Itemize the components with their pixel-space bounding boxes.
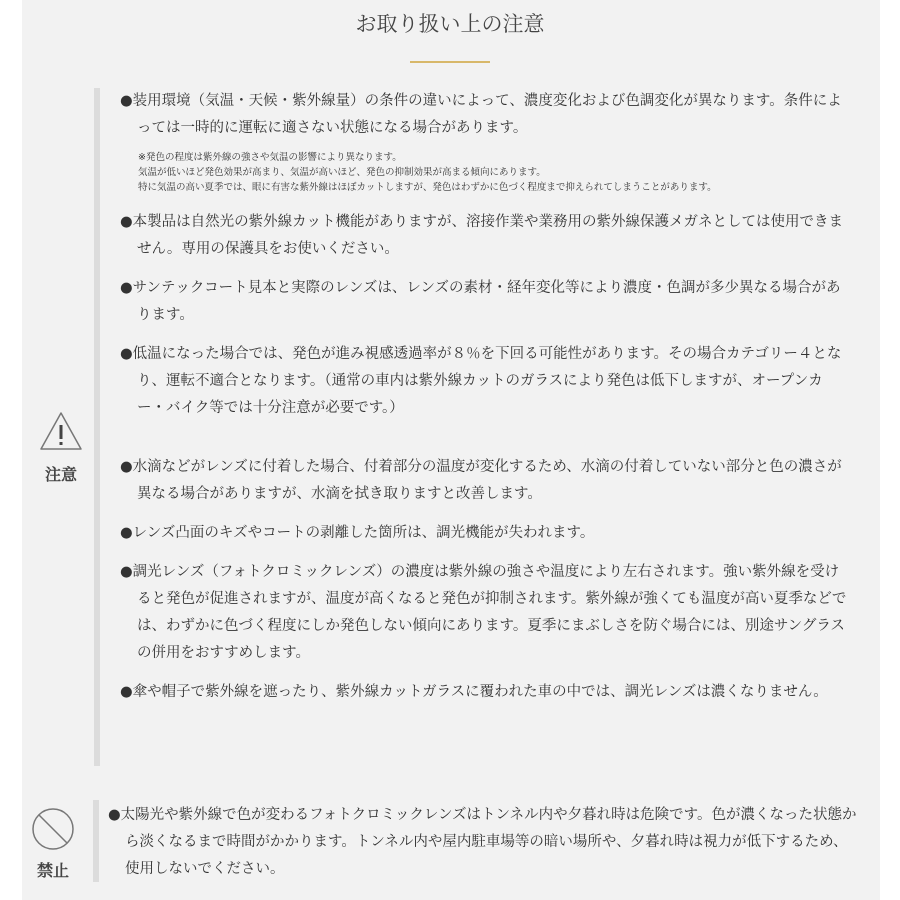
note-line: 気温が低いほど発色効果が高まり、気温が高いほど、発色の抑制効果が高まる傾向にあります。 bbox=[138, 167, 546, 178]
item-text: ●太陽光や紫外線で色が変わるフォトクロミックレンズはトンネル内や夕暮れ時は危険です。色が濃くなった状態から淡くなるまで時間がかかります。トンネル内や屋内駐車場等の暗い場所や、夕暮れ時は視力が低下するため、使用しないでください。 bbox=[108, 807, 857, 877]
item-text: ●調光レンズ（フォトクロミックレンズ）の濃度は紫外線の強さや温度により左右されます。強い紫外線を受けると発色が促進されますが、温度が高くなると発色が抑制されます。紫外線が強くても温度が高い夏季などでは、わずかに色づく程度にしか発色しない傾向にあります。夏季にまぶしさを防ぐ場合には、別途サングラスの併用をおすすめします。 bbox=[120, 564, 847, 661]
warning-triangle-icon bbox=[38, 410, 84, 452]
list-item bbox=[120, 454, 850, 508]
note-line: 特に気温の高い夏季では、眼に有害な紫外線はほぼカットしますが、発色はわずかに色づく程度まで抑えられてしまうことがあります。 bbox=[138, 182, 717, 193]
prohibited-icon bbox=[30, 806, 76, 852]
page-title: お取り扱い上の注意 bbox=[355, 12, 545, 36]
list-item bbox=[120, 88, 850, 195]
item-text: ●水滴などがレンズに付着した場合、付着部分の温度が変化するため、水滴の付着していない部分と色の濃さが異なる場合がありますが、水滴を拭き取りますと改善します。 bbox=[120, 459, 842, 502]
prohibited-list bbox=[108, 802, 858, 895]
note-line: ※発色の程度は紫外線の強さや気温の影響により異なります。 bbox=[138, 152, 402, 163]
caution-list bbox=[120, 88, 850, 718]
list-item bbox=[120, 520, 850, 547]
item-text: ●サンテックコート見本と実際のレンズは、レンズの素材・経年変化等により濃度・色調が多少異なる場合があります。 bbox=[120, 280, 841, 323]
list-item bbox=[120, 679, 850, 706]
item-text: ●低温になった場合では、発色が進み視感透過率が８％を下回る可能性があります。その場合カテゴリー４となり、運転不適合となります。（通常の車内は紫外線カットのガラスにより発色は低下しますが、オープンカー・バイク等では十分注意が必要です。） bbox=[120, 346, 842, 416]
caution-label: 注意 bbox=[44, 465, 77, 484]
item-text: ●レンズ凸面のキズやコートの剥離した箇所は、調光機能が失われます。 bbox=[120, 525, 595, 541]
item-text: ●本製品は自然光の紫外線カット機能がありますが、溶接作業や業務用の紫外線保護メガネとしては使用できません。専用の保護具をお使いください。 bbox=[120, 214, 844, 257]
item-text: ●傘や帽子で紫外線を遮ったり、紫外線カットガラスに覆われた車の中では、調光レンズは濃くなりません。 bbox=[120, 684, 828, 700]
list-item bbox=[120, 341, 850, 422]
list-item bbox=[120, 559, 850, 667]
prohibited-divider bbox=[93, 800, 99, 882]
title-underline bbox=[410, 61, 490, 63]
list-item bbox=[108, 802, 858, 883]
list-item bbox=[120, 209, 850, 263]
list-item bbox=[120, 275, 850, 329]
item-text: ●装用環境（気温・天候・紫外線量）の条件の違いによって、濃度変化および色調変化が異なります。条件によっては一時的に運転に適さない状態になる場合があります。 bbox=[120, 93, 842, 136]
caution-divider bbox=[94, 88, 100, 766]
item-note bbox=[138, 150, 850, 195]
prohibited-label: 禁止 bbox=[36, 861, 69, 880]
